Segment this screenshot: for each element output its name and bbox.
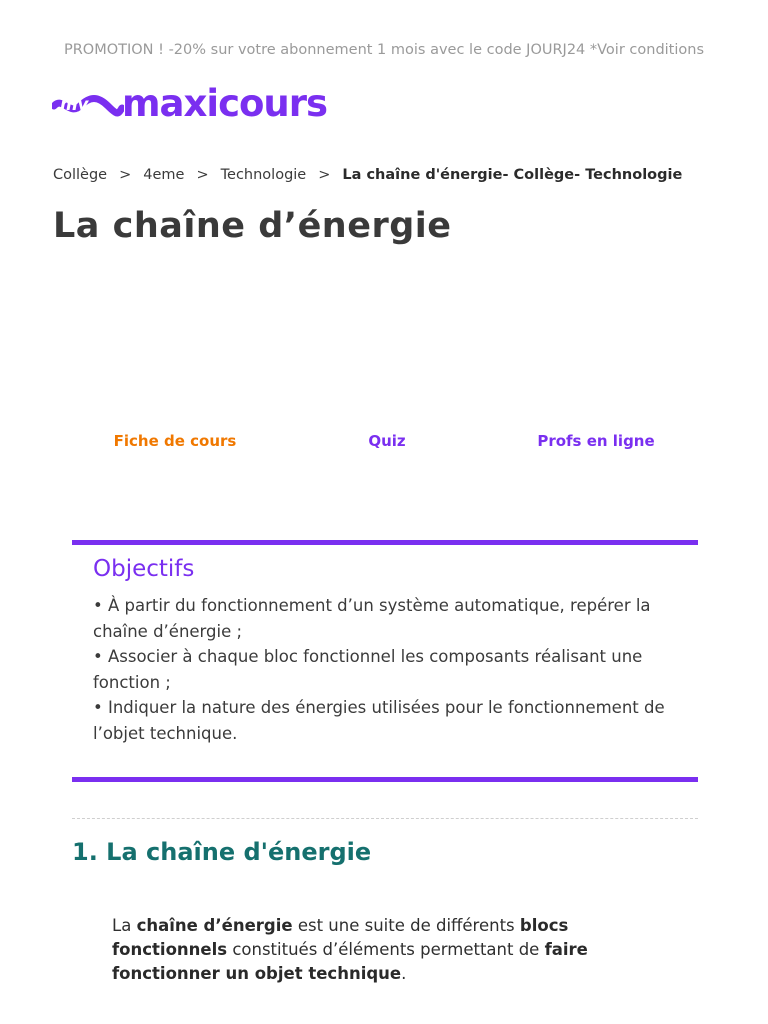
paragraph-text: . (401, 964, 407, 983)
paragraph-bold-term: faire fonctionner un objet technique (112, 940, 588, 983)
breadcrumb-item-college[interactable]: Collège (53, 167, 108, 183)
breadcrumb-item-4eme[interactable]: 4eme (143, 167, 185, 183)
objectives-box (72, 540, 698, 782)
objective-item: • À partir du fonctionnement d’un système automatique, repérer la chaîne d’énergie ; (93, 596, 651, 641)
content-tabs (0, 432, 768, 452)
section-divider (72, 818, 698, 819)
paragraph-text: constitués d’éléments permettant de (227, 940, 545, 959)
objectives-list (93, 593, 683, 746)
paragraph-bold-term: blocs fonctionnels (112, 916, 569, 959)
breadcrumb-separator: > (119, 167, 132, 183)
promo-banner[interactable]: PROMOTION ! -20% sur votre abonnement 1 mois avec le code JOURJ24 *Voir conditions (63, 42, 705, 58)
paragraph-text: est une suite de différents (292, 916, 520, 935)
breadcrumb (53, 167, 682, 183)
objective-item: • Indiquer la nature des énergies utilisées pour le fonctionnement de l’objet technique. (93, 698, 665, 743)
tab-profs-en-ligne[interactable]: Profs en ligne (537, 432, 655, 450)
logo-prefix: my (60, 95, 88, 115)
breadcrumb-separator: > (196, 167, 209, 183)
paragraph-text: La (112, 916, 137, 935)
tab-quiz[interactable]: Quiz (368, 432, 406, 450)
breadcrumb-item-technologie[interactable]: Technologie (220, 167, 307, 183)
brand-logo[interactable] (52, 82, 372, 130)
tab-fiche-de-cours[interactable]: Fiche de cours (113, 432, 237, 450)
breadcrumb-current: La chaîne d'énergie- Collège- Technologie (342, 167, 683, 183)
objectives-title: Objectifs (93, 556, 195, 582)
paragraph-bold-term: chaîne d’énergie (136, 916, 293, 935)
page-title: La chaîne d’énergie (53, 206, 452, 246)
section-title: 1. La chaîne d'énergie (72, 838, 372, 866)
breadcrumb-separator: > (318, 167, 331, 183)
logo-wordmark: maxicours (122, 82, 328, 125)
objective-item: • Associer à chaque bloc fonctionnel les composants réalisant une fonction ; (93, 647, 643, 692)
section-paragraph (112, 914, 672, 986)
